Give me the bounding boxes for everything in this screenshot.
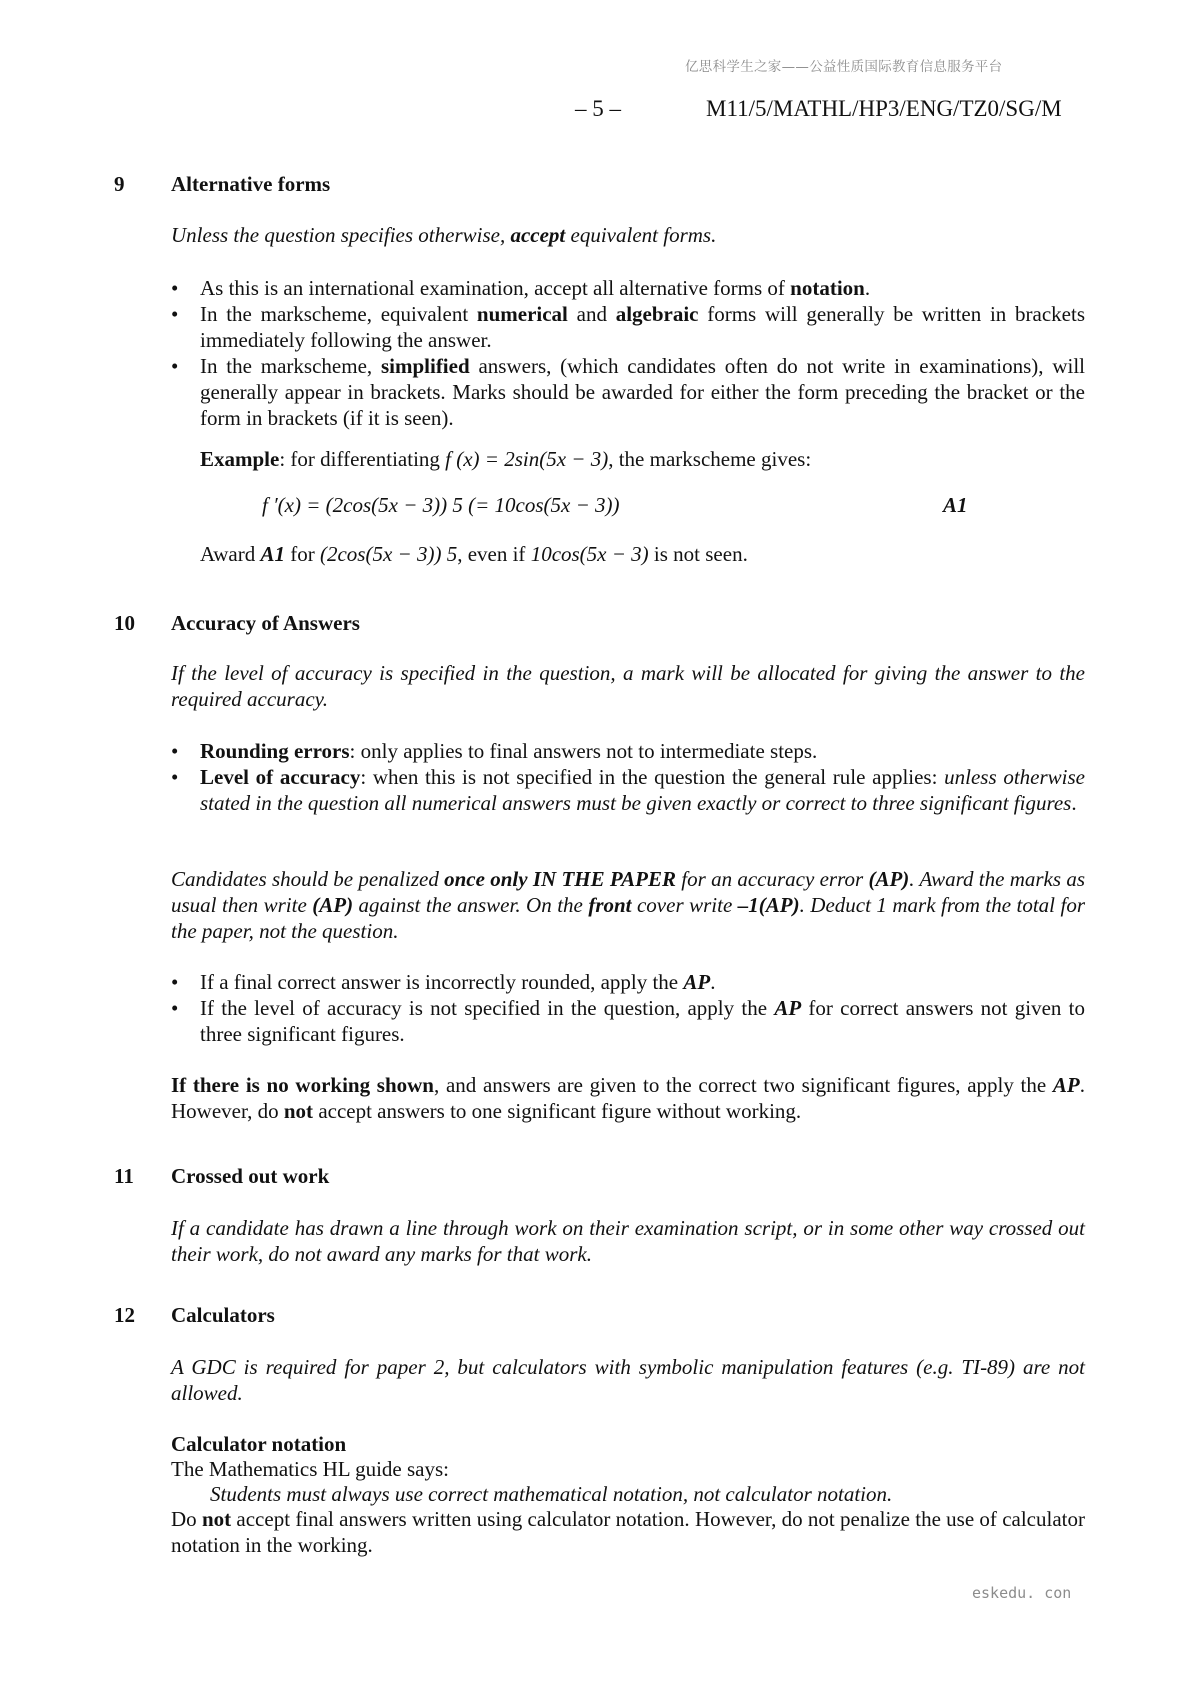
- accuracy-penalty-paragraph: [171, 866, 1085, 944]
- answer-mark: A1: [943, 493, 968, 517]
- section-11-title: Crossed out work: [171, 1164, 330, 1188]
- section-12-intro: A GDC is required for paper 2, but calculators with symbolic manipulation features (e.g. TI-89) are not allowed.: [171, 1355, 1085, 1405]
- list-item: [171, 738, 1085, 764]
- section-12-title: Calculators: [171, 1303, 275, 1327]
- text-span: accept answers to one significant figure without working.: [313, 1099, 802, 1123]
- text-span: Do: [171, 1507, 202, 1531]
- mark-code: AP: [683, 970, 711, 994]
- text-span: : for differentiating: [279, 447, 446, 471]
- section-11-number: 11: [114, 1164, 134, 1188]
- section-11-text: If a candidate has drawn a line through work on their examination script, or in some other way crossed out their work, do not award any marks for that work.: [171, 1216, 1085, 1266]
- example-label: Example: [200, 447, 280, 471]
- section-12-number: 12: [114, 1303, 135, 1327]
- text-span-bold: (AP): [312, 893, 354, 917]
- no-working-paragraph: [171, 1072, 1085, 1124]
- text-span: Candidates should be penalized: [171, 867, 445, 891]
- list-item: [171, 353, 1085, 431]
- text-span: for: [284, 542, 320, 566]
- list-item: [171, 995, 1085, 1047]
- text-span-bold: front: [588, 893, 632, 917]
- text-span: against the answer. On the: [353, 893, 589, 917]
- text-span-bold: once only IN THE PAPER: [444, 867, 677, 891]
- text-span: accept final answers written using calculator notation. However, do not penalize the use of calculator notation in the working.: [171, 1507, 1085, 1557]
- section-9-intro: [171, 222, 1085, 248]
- text-span-bold: algebraic: [615, 302, 699, 326]
- text-span: equivalent forms.: [565, 223, 717, 247]
- text-span: . However, do: [171, 1073, 1085, 1123]
- section-10-number: 10: [114, 611, 135, 635]
- text-span: and: [567, 302, 616, 326]
- text-span-italic: unless otherwise stated in the question all numerical answers must be given exactly or correct to three significant figures: [200, 765, 1085, 815]
- text-span: answers, (which candidates often do not write in examinations), will generally appear in brackets. Marks should be awarded for either the form preceding the bracket or the form in brackets (if it is seen).: [200, 354, 1085, 430]
- text-span-bold: notation: [790, 276, 865, 300]
- math-expression: f (x) = 2sin(5x − 3): [445, 447, 609, 471]
- text-span: In the markscheme,: [200, 354, 381, 378]
- calculator-notation-heading: Calculator notation: [171, 1432, 347, 1456]
- section-9-bullet-list: [171, 275, 1085, 431]
- section-10-intro: If the level of accuracy is specified in the question, a mark will be allocated for giving the answer to the required accuracy.: [171, 661, 1085, 711]
- example-line: [200, 446, 1085, 472]
- text-span-bold: (AP): [868, 867, 910, 891]
- text-span: : when this is not specified in the question the general rule applies:: [360, 765, 945, 789]
- list-item: [171, 301, 1085, 353]
- text-span: cover write: [631, 893, 738, 917]
- text-span: . Deduct 1 mark from the total for the paper, not the question.: [171, 893, 1085, 943]
- mark-code: AP: [774, 996, 802, 1020]
- text-span: is not seen.: [648, 542, 748, 566]
- document-reference-code: M11/5/MATHL/HP3/ENG/TZ0/SG/M: [706, 96, 1062, 121]
- text-span-bold: accept: [510, 223, 566, 247]
- text-span: .: [1071, 791, 1077, 815]
- text-span-bold: Level of accuracy: [200, 765, 361, 789]
- text-span: Unless the question specifies otherwise,: [171, 223, 511, 247]
- text-span: forms will generally be written in brackets immediately following the answer.: [200, 302, 1086, 352]
- text-span-bold: simplified: [380, 354, 470, 378]
- list-item: [171, 969, 1085, 995]
- text-span-bold: Rounding errors: [200, 739, 350, 763]
- text-span: If the level of accuracy is not specified in the question, apply the: [200, 996, 775, 1020]
- section-10-title: Accuracy of Answers: [171, 611, 360, 635]
- text-span: If a final correct answer is incorrectly rounded, apply the: [200, 970, 684, 994]
- page-number: – 5 –: [575, 96, 621, 121]
- text-span: .: [864, 276, 871, 300]
- footer-watermark: eskedu. con: [972, 1584, 1072, 1602]
- section-9-title: Alternative forms: [171, 172, 331, 196]
- mark-code: A1: [260, 542, 285, 566]
- text-span-bold: numerical: [476, 302, 568, 326]
- mark-code: AP: [1052, 1073, 1080, 1097]
- text-span-bold: If there is no working shown: [171, 1073, 434, 1097]
- text-span: , even if: [457, 542, 531, 566]
- section-10-bullet-list: [171, 738, 1085, 816]
- award-line: [200, 541, 1085, 567]
- text-span: As this is an international examination, accept all alternative forms of: [200, 276, 791, 300]
- text-span-bold: not: [283, 1099, 314, 1123]
- section-10-rounding-bullets: [171, 969, 1085, 1047]
- text-span: , the markscheme gives:: [608, 447, 812, 471]
- text-span: : only applies to final answers not to intermediate steps.: [349, 739, 818, 763]
- text-span: , and answers are given to the correct two significant figures, apply the: [434, 1073, 1053, 1097]
- text-span: . Award the marks as usual then write: [171, 867, 1086, 917]
- text-span-bold: –1(AP): [737, 893, 800, 917]
- text-span: In the markscheme, equivalent: [200, 302, 477, 326]
- text-span-bold: not: [201, 1507, 232, 1531]
- math-expression: (2cos(5x − 3)) 5: [319, 542, 458, 566]
- text-span: Award: [200, 542, 261, 566]
- section-9-number: 9: [114, 172, 125, 196]
- guide-line: The Mathematics HL guide says:: [171, 1457, 449, 1481]
- calculator-notation-rule: [171, 1506, 1085, 1558]
- header-watermark: 亿思科学生之家——公益性质国际教育信息服务平台: [685, 59, 1003, 75]
- text-span: for correct answers not given to three significant figures.: [200, 996, 1085, 1046]
- list-item: [171, 275, 1085, 301]
- list-item: [171, 764, 1085, 816]
- answer-expression: f ′(x) = (2cos(5x − 3)) 5 (= 10cos(5x − 3)): [262, 493, 620, 517]
- text-span: .: [710, 970, 716, 994]
- math-expression: 10cos(5x − 3): [530, 542, 649, 566]
- text-span: for an accuracy error: [676, 867, 869, 891]
- guide-quote: Students must always use correct mathematical notation, not calculator notation.: [210, 1482, 893, 1506]
